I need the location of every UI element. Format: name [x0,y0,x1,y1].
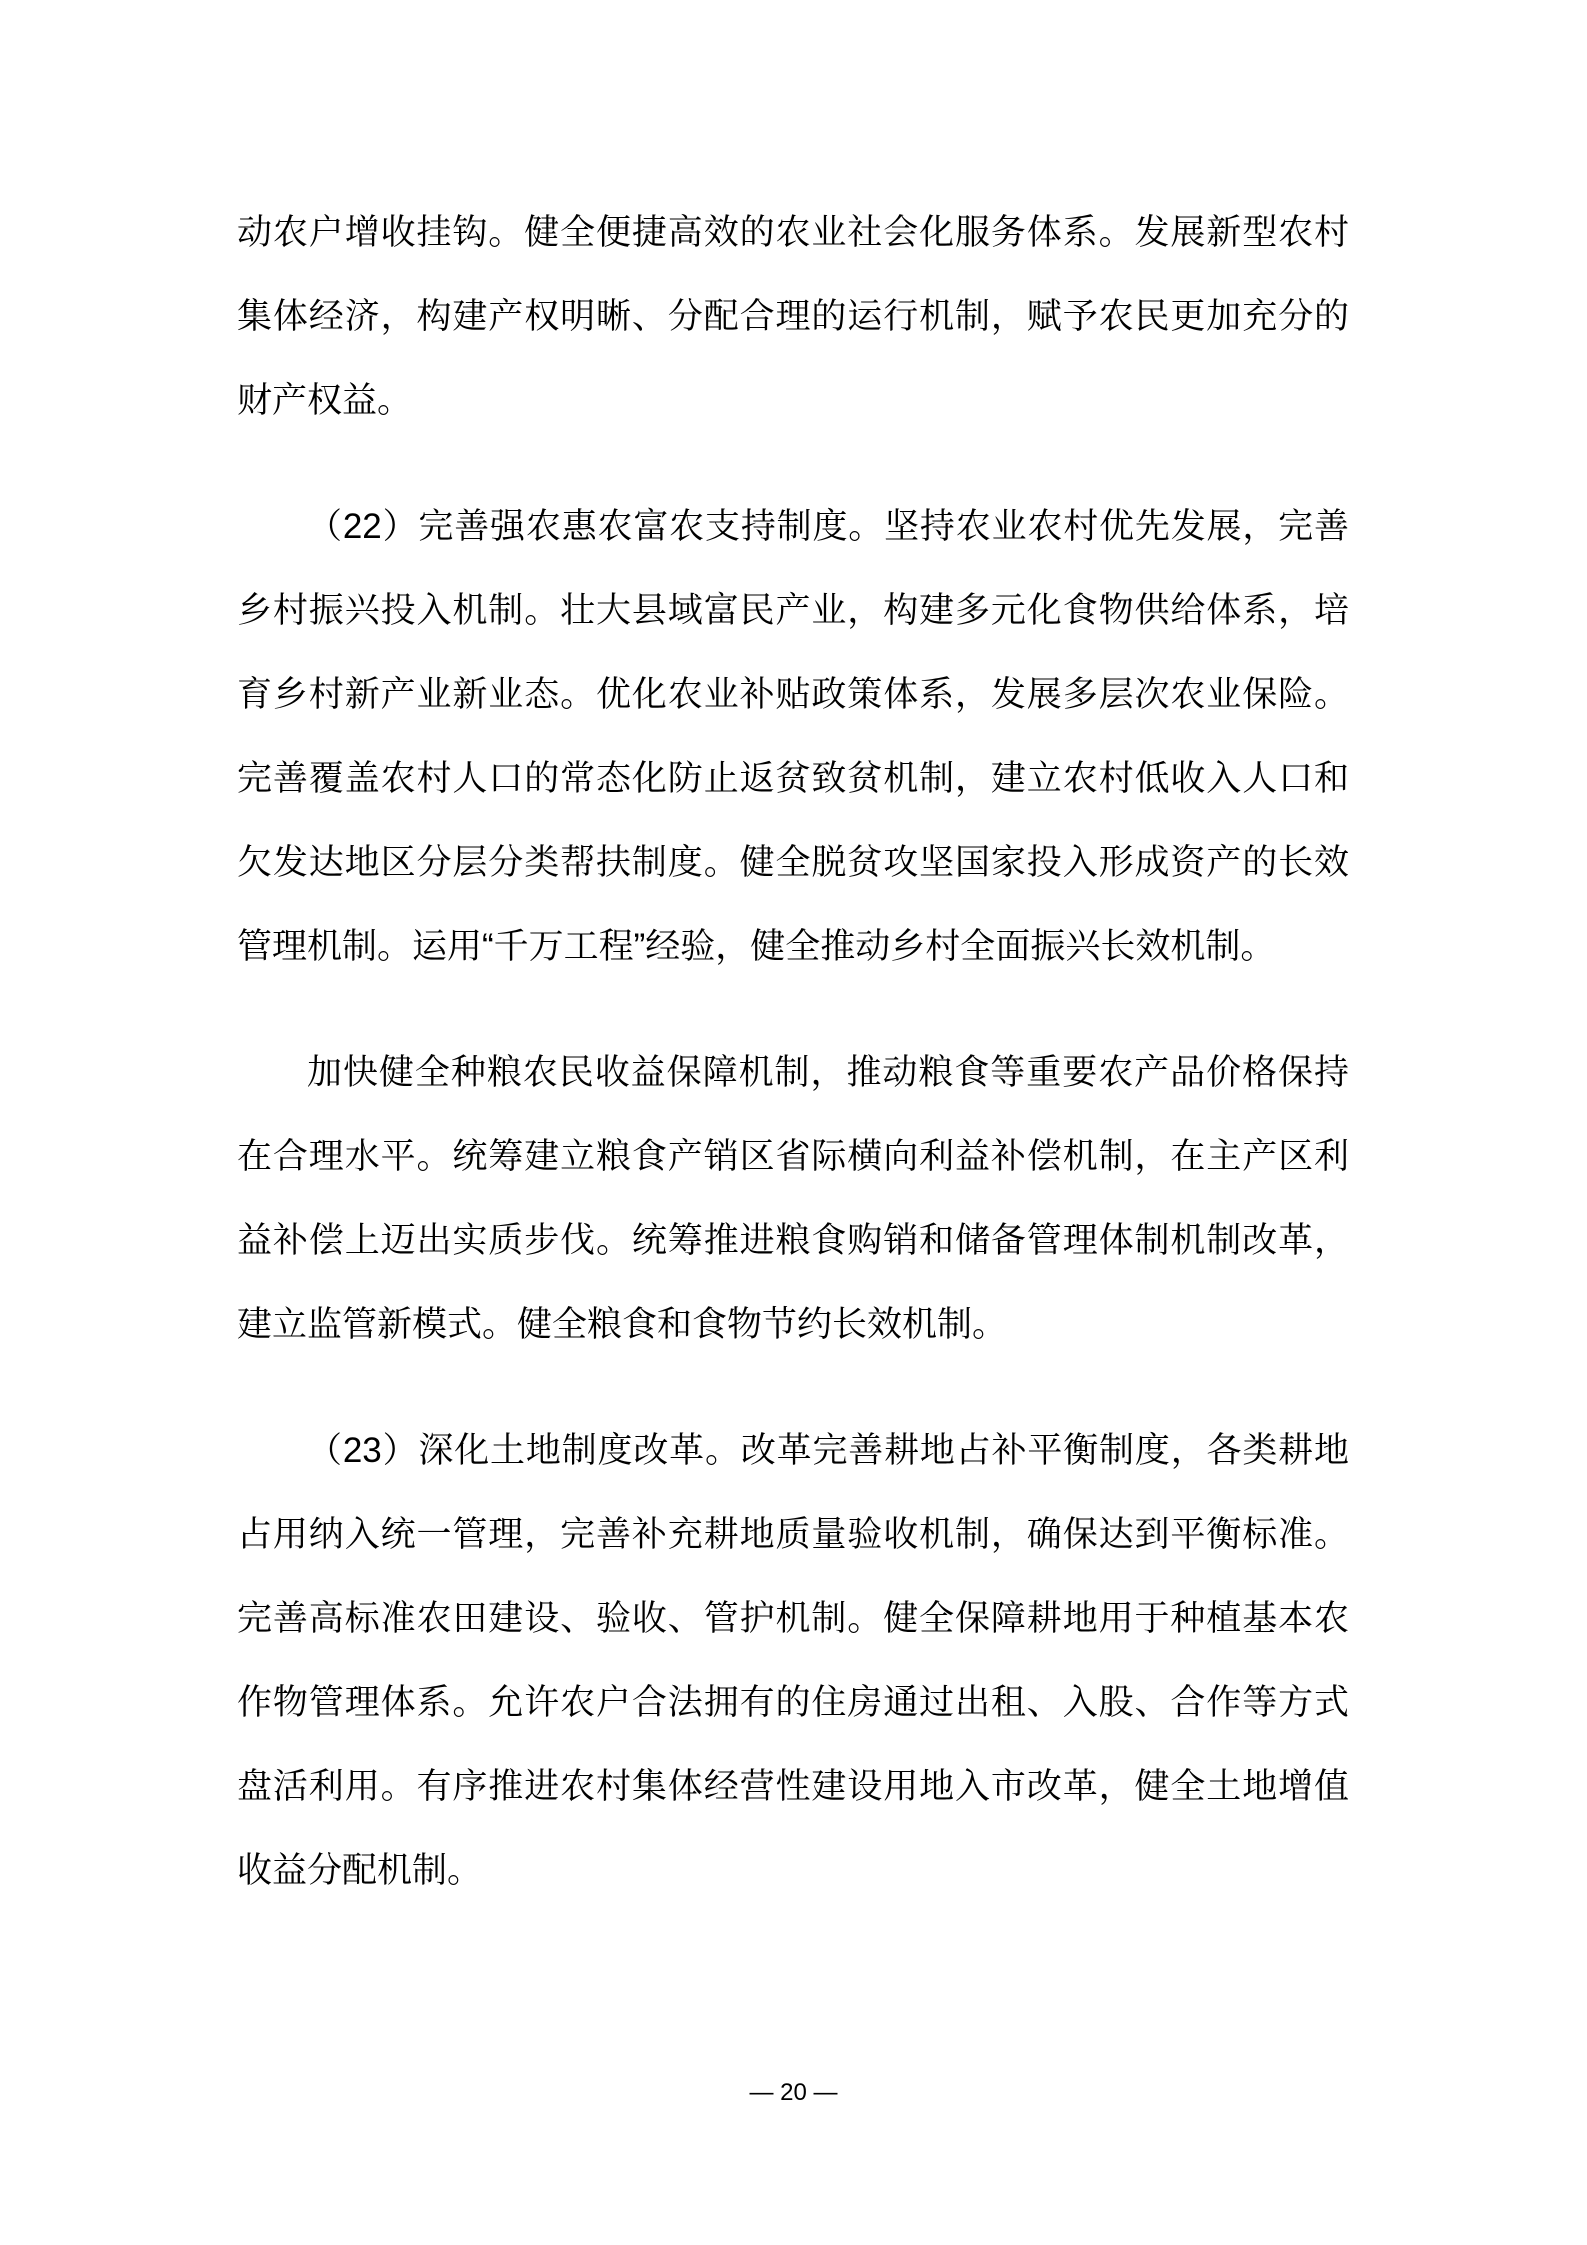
page-footer [0,2078,1587,2108]
text-line: 益补偿上迈出实质步伐。统筹推进粮食购销和储备管理体制机制改革， [237,1221,1349,1260]
text-line: （22）完善强农惠农富农支持制度。坚持农业农村优先发展，完善 [307,507,1349,546]
text-line: 管理机制。运用“千万工程”经验，健全推动乡村全面振兴长效机制。 [237,927,1276,966]
text-line: 收益分配机制。 [237,1851,483,1890]
text-line: 在合理水平。统筹建立粮食产销区省际横向利益补偿机制，在主产区利 [237,1137,1349,1176]
text-line: 作物管理体系。允许农户合法拥有的住房通过出租、入股、合作等方式 [237,1683,1349,1722]
text-line: 盘活利用。有序推进农村集体经营性建设用地入市改革，健全土地增值 [237,1767,1349,1806]
document-body [237,191,1349,1955]
paragraph-grain-income [237,1031,1349,1367]
text-line: 育乡村新产业新业态。优化农业补贴政策体系，发展多层次农业保险。 [237,675,1349,714]
text-line: 完善高标准农田建设、验收、管护机制。健全保障耕地用于种植基本农 [237,1599,1349,1638]
text-line: 完善覆盖农村人口的常态化防止返贫致贫机制，建立农村低收入人口和 [237,759,1349,798]
text-line: （23）深化土地制度改革。改革完善耕地占补平衡制度，各类耕地 [307,1431,1349,1470]
text-line: 加快健全种粮农民收益保障机制，推动粮食等重要农产品价格保持 [307,1053,1349,1092]
text-line: 集体经济，构建产权明晰、分配合理的运行机制，赋予农民更加充分的 [237,297,1349,336]
text-line: 财产权益。 [237,381,413,420]
text-line: 乡村振兴投入机制。壮大县域富民产业，构建多元化食物供给体系，培 [237,591,1349,630]
paragraph-item-23 [237,1409,1349,1913]
paragraph-continuation [237,191,1349,443]
text-line: 欠发达地区分层分类帮扶制度。健全脱贫攻坚国家投入形成资产的长效 [237,843,1349,882]
text-line: 建立监管新模式。健全粮食和食物节约长效机制。 [237,1305,1008,1344]
text-line: 动农户增收挂钩。健全便捷高效的农业社会化服务体系。发展新型农村 [237,213,1349,252]
page-number: — 20 — [749,2079,838,2106]
paragraph-item-22 [237,485,1349,989]
text-line: 占用纳入统一管理，完善补充耕地质量验收机制，确保达到平衡标准。 [237,1515,1349,1554]
